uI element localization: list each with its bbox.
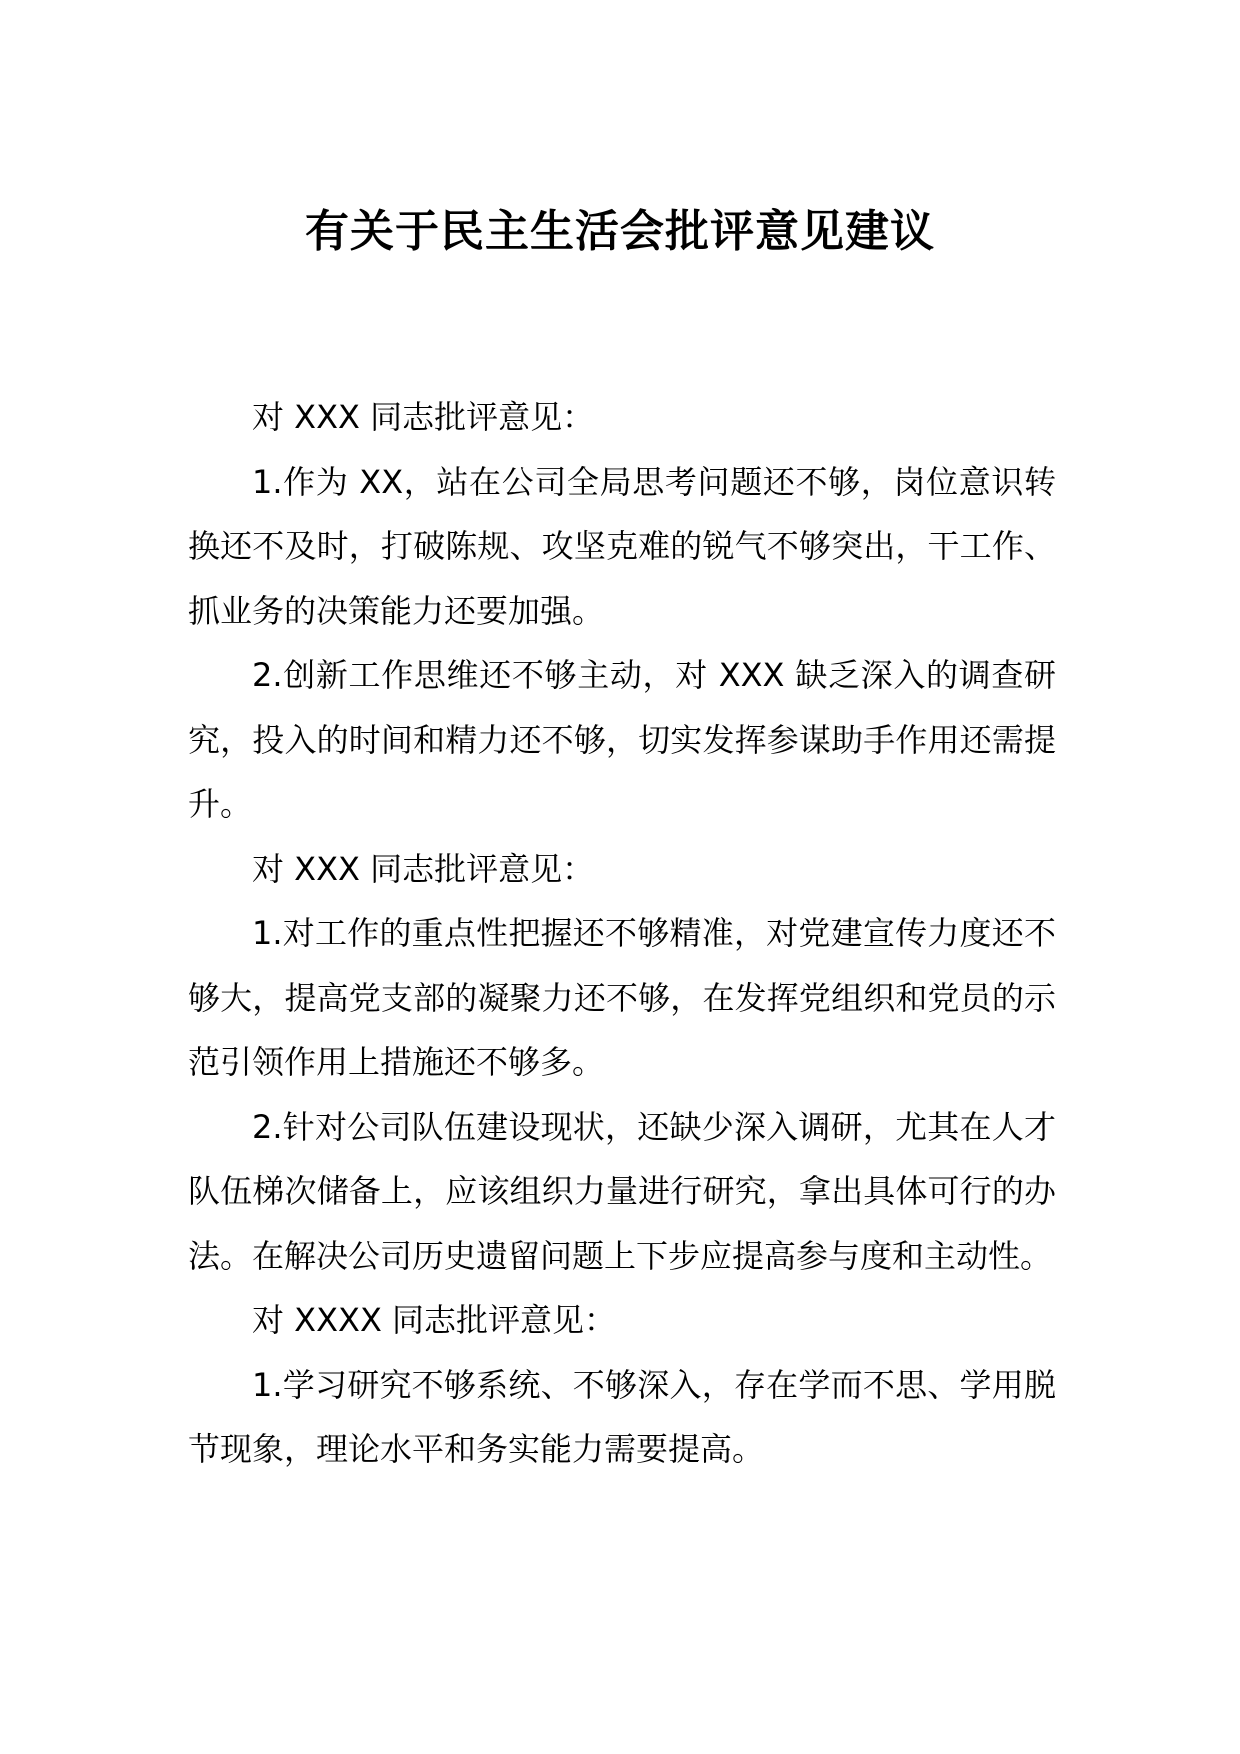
document-title: 有关于民主生活会批评意见建议 [305,206,935,257]
critique-item: 1.作为 XX，站在公司全局思考问题还不够，岗位意识转换还不及时，打破陈规、攻坚克难的锐气不够突出，干工作、抓业务的决策能力还要加强。 [188,462,1056,630]
critique-item: 1.学习研究不够系统、不够深入，存在学而不思、学用脱节现象，理论水平和务实能力需要提高。 [188,1365,1056,1468]
section-heading: 对 XXX 同志批评意见： [252,398,595,436]
section-heading: 对 XXX 同志批评意见： [252,849,595,888]
section-heading: 对 XXXX 同志批评意见： [252,1301,617,1339]
critique-item: 2.创新工作思维还不够主动，对 XXX 缺乏深入的调查研究，投入的时间和精力还不够，切实发挥参谋助手作用还需提升。 [188,656,1056,823]
critique-item: 1.对工作的重点性把握还不够精准，对党建宣传力度还不够大，提高党支部的凝聚力还不够，在发挥党组织和党员的示范引领作用上措施还不够多。 [188,914,1056,1081]
critique-item: 2.针对公司队伍建设现状，还缺少深入调研，尤其在人才队伍梯次储备上，应该组织力量进行研究，拿出具体可行的办法。在解决公司历史遗留问题上下步应提高参与度和主动性。 [188,1107,1056,1275]
document-body [188,385,1056,1482]
